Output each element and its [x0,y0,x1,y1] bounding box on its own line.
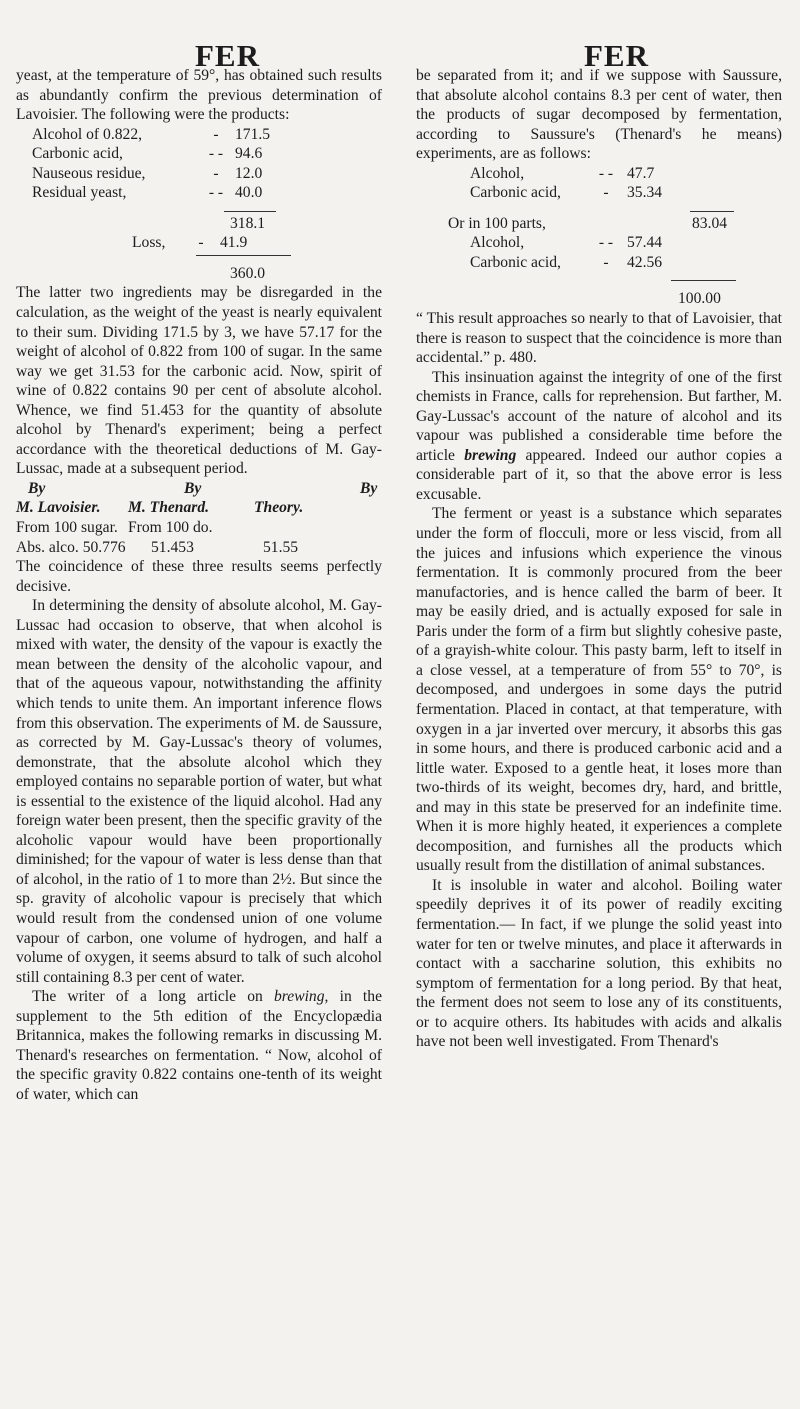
total-value: 100.00 [678,290,721,308]
paragraph: It is insoluble in water and alcohol. Boiling water speedily deprives it of its power of readily exciting fermentation.— In fact, if we plunge the solid yeast into water for ten or twelve minutes, and place it afterwards in contact with a saccharine solution, this exhibits no symptom of fermentation for a long period. By that heat, the ferment does not seem to lose any of its constituents, or to acquire others. Its habitudes with acids and alkalis have not been well investigated. From Thenard's [416,876,782,1051]
paragraph: The writer of a long article on brewing, in the supplement to the 5th edition of the Encyclopædia Britannica, makes the following remarks in discussing M. Thenard's researches on fermentation. “ Now, alcohol of the specific gravity 0.822 contains one-tenth of its weight of water, which can [16,988,382,1103]
product-value: 171.5 [235,125,271,143]
paragraph: be separated from it; and if we suppose with Saussure, that absolute alcohol contains 8.3 per cent of water, then the products of sugar decomposed by fermentation, according to Saussure's (Thenard's he means) experiments, are as follows: [416,67,782,163]
results-table-100: Alcohol, - - 57.44 Carbonic acid, - 42.56 [470,234,663,271]
loss-label: Loss, [132,234,166,252]
product-label: Alcohol of 0.822, [32,125,143,143]
total-rule [671,280,736,281]
running-header-right: FER [584,38,649,73]
loss-row: Loss, - 41.9 [132,234,248,252]
product-label: Residual yeast, [32,184,127,202]
loss-value: 41.9 [220,234,248,252]
product-label: Carbonic acid, [32,145,123,163]
subtotal-value: 318.1 [230,214,266,232]
product-value: 94.6 [235,145,263,163]
products-table [32,125,382,203]
product-label: Nauseous residue, [32,164,146,182]
sum-value: 83.04 [692,214,728,232]
paragraph: In determining the density of absolute alcohol, M. Gay-Lussac had occasion to observe, that when alcohol is mixed with water, the density of the vapour is exactly the mean between the density of the alcoholic vapour, and that of the aqueous vapour, notwithstanding the affinity which tends to unite them. An important inference flows from this observation. The experiments of M. de Saussure, as corrected by M. Gay-Lussac's theory of volumes, demonstrate, that the absolute alcohol which they employed contains no separable portion of water, but what is essential to the existence of the liquid alcohol. Had any foreign water been present, then the specific gravity of the alcoholic vapour would have been proportionally diminished; for the vapour of water is less dense than that of alcohol, in the ratio of 1 to more than 2½. But since the sp. gravity of alcoholic vapour is precisely that which would result from the condensed union of one volume vapour of carbon, one volume of hydrogen, and half a volume of oxygen, it seems absurd to talk of such alcohol still containing 8.3 per cent of water. [16,597,382,986]
product-row: Residual yeast, - - 40.0 [32,184,263,202]
product-row: Carbonic acid, - - 94.6 [32,145,263,163]
left-column [16,66,382,1104]
product-row: Nauseous residue, - 12.0 [32,164,263,182]
total-rule [196,255,291,256]
intro-paragraph: yeast, at the temperature of 59°, has obtained such results as abundantly confirm the previous determination of Lavoisier. The following were the products: [16,67,382,124]
right-column [416,66,782,1052]
or-line: Or in 100 parts, [448,214,546,232]
running-header-left: FER [195,38,260,73]
product-value: 12.0 [235,164,263,182]
product-value: 40.0 [235,184,263,202]
sum-rule [224,211,276,212]
sum-rule [690,211,734,212]
comparison-table: By By By M. Lavoisier. M. Thenard. Theory. From 100 sugar. From 100 do. Abs. alco. 50.776 51.453 51.55 [16,479,378,556]
paragraph: “ This result approaches so nearly to that of Lavoisier, that there is reason to suspect that the coincidence is more than accidental.” p. 480. [416,310,782,367]
product-row: Alcohol of 0.822, - 171.5 [32,125,271,143]
paragraph: The ferment or yeast is a substance which separates under the form of flocculi, more or less viscid, from all the juices and infusions which experience the vinous fermentation. It is commonly procured from the beer manufactories, and is hence called the barm of beer. It may be easily dried, and is actually exposed for sale in Paris under the form of a firm but slightly cohesive paste, of a grayish-white colour. This pasty barm, left to itself in a close vessel, at a temperature of from 55° to 70°, is decomposed, and undergoes in some days the putrid fermentation. Placed in contact, at that temperature, with oxygen in a jar inverted over mercury, it absorbs this gas in some hours, and there is produced carbonic acid and a little water. Exposed to a gentle heat, it loses more than two-thirds of its weight, becomes dry, hard, and brittle, and may in this state be preserved for an indefinite time. When it is more highly heated, it experiences a complete decomposition, and furnishes all the products which usually result from the distillation of animal substances. [416,505,782,875]
paragraph: The latter two ingredients may be disregarded in the calculation, as the weight of the yeast is nearly equivalent to their sum. Dividing 171.5 by 3, we have 57.17 for the weight of alcohol of 0.822 from 100 of sugar. In the same way we get 31.53 for the carbonic acid. Now, spirit of wine of 0.822 contains 90 per cent of absolute alcohol. Whence, we find 51.453 for the quantity of absolute alcohol by Thenard's experiment; being a perfect accordance with the theoretical deductions of M. Gay-Lussac, made at a subsequent period. [16,284,382,478]
paragraph: The coincidence of these three results seems perfectly decisive. [16,558,382,595]
paragraph: This insinuation against the integrity of one of the first chemists in France, calls for reprehension. But farther, M. Gay-Lussac's account of the nature of alcohol and its vapour was published a considerable time before the article brewing appeared. Indeed our author copies a considerable part of it, so that the above error is less excusable. [416,368,782,503]
total-value: 360.0 [230,264,266,282]
results-table: Alcohol, - - 47.7 Carbonic acid, - 35.34 [470,164,663,202]
